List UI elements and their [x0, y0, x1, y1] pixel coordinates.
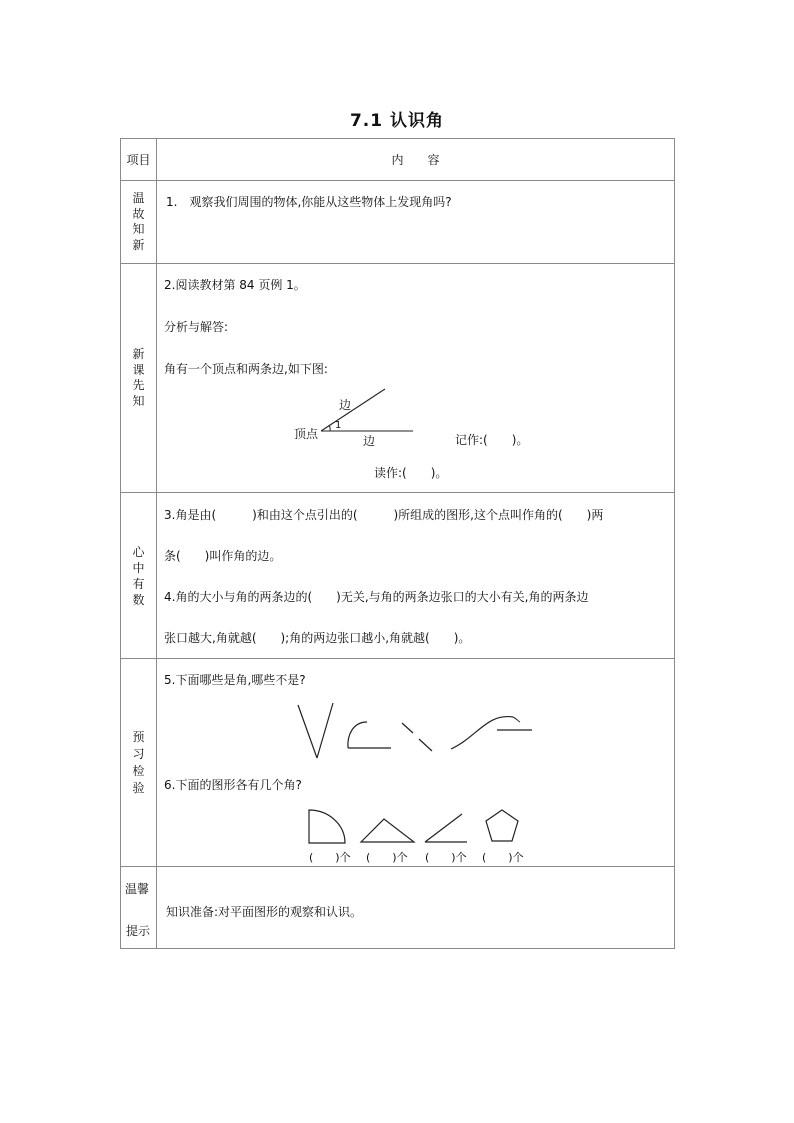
page-title: 7.1 认识角 [349, 111, 445, 131]
key-points-label: 心中有数 [132, 544, 145, 607]
side-top-label: 边 [339, 398, 352, 412]
question-2: 2.阅读教材第 84 页例 1。 [164, 278, 306, 292]
question-3-line-2: 条( )叫作角的边。 [164, 549, 282, 563]
review-row [121, 181, 675, 264]
angle-mark: 1 [335, 420, 342, 431]
review-label: 温故知新 [132, 191, 145, 252]
content-header: 内 容 [157, 139, 675, 181]
check-row [121, 659, 675, 867]
analysis-label: 分析与解答: [164, 320, 229, 334]
preview-label: 新课先知 [132, 347, 145, 408]
tips-row [121, 867, 675, 949]
answer-blank-4: ( )个 [482, 851, 524, 864]
figure-quarter-circle [309, 810, 345, 843]
question-4-line-1: 4.角的大小与角的两条边的( )无关,与角的两条边张口的大小有关,角的两条边 [164, 590, 589, 604]
check-label: 预习检验 [132, 729, 145, 795]
angle-intro: 角有一个顶点和两条边,如下图: [164, 362, 328, 376]
figure-angle [425, 814, 467, 842]
preview-row [121, 264, 675, 493]
header-row [121, 139, 675, 181]
question-6: 6.下面的图形各有几个角? [164, 778, 302, 792]
figure-pentagon [486, 810, 518, 841]
question-3-line-1: 3.角是由( )和由这个点引出的( )所组成的图形,这个点叫作角的( )两 [164, 508, 604, 522]
side-bottom-label: 边 [363, 434, 376, 448]
key-points-row [121, 493, 675, 659]
figure-triangle [361, 819, 414, 842]
q6-figures [157, 659, 675, 867]
tips-label-top: 温馨 [125, 882, 150, 896]
answer-blank-2: ( )个 [366, 851, 408, 864]
question-4-line-2: 张口越大,角就越( );角的两边张口越小,角就越( )。 [164, 631, 471, 645]
worksheet-table [120, 138, 675, 949]
tips-label-bottom: 提示 [126, 924, 151, 938]
angle-diagram [157, 264, 675, 493]
tips-text: 知识准备:对平面图形的观察和认识。 [166, 905, 363, 919]
question-1: 1. 观察我们周围的物体,你能从这些物体上发现角吗? [166, 195, 452, 209]
question-5: 5.下面哪些是角,哪些不是? [164, 673, 306, 687]
tips-label-cell [121, 867, 157, 949]
write-as: 记作:( )。 [455, 433, 529, 447]
item-header: 项目 [121, 139, 157, 181]
read-as: 读作:( )。 [374, 466, 448, 480]
answer-blank-1: ( )个 [309, 851, 351, 864]
answer-blank-3: ( )个 [425, 851, 467, 864]
vertex-label: 顶点 [294, 427, 319, 441]
